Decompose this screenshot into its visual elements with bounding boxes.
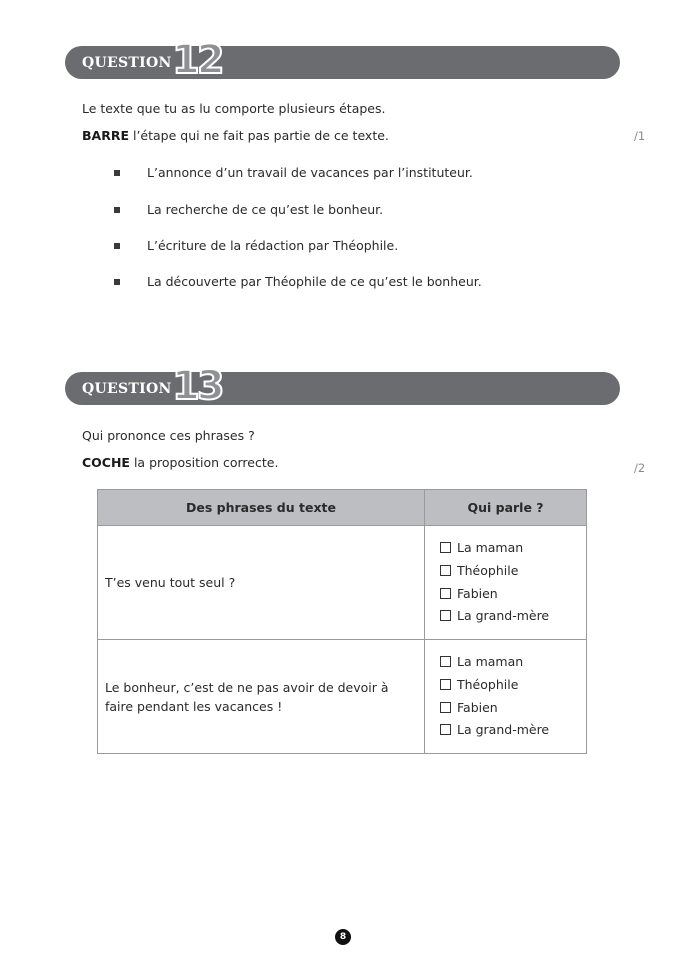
instruction-text: la proposition correcte. bbox=[129, 455, 279, 470]
bullet-square-icon bbox=[114, 207, 120, 213]
table-row bbox=[98, 640, 587, 754]
checkbox[interactable] bbox=[440, 542, 451, 553]
instruction-verb: COCHE bbox=[82, 455, 130, 470]
table-header-row bbox=[98, 490, 587, 526]
option-label: Théophile bbox=[457, 562, 519, 578]
option-label: La maman bbox=[457, 540, 524, 556]
checkbox[interactable] bbox=[440, 656, 451, 667]
checkbox[interactable] bbox=[440, 702, 451, 713]
phrase-cell: Le bonheur, c’est de ne pas avoir de devoir à faire pendant les vacances ! bbox=[98, 640, 425, 754]
checkbox[interactable] bbox=[440, 565, 451, 576]
option-label: La maman bbox=[457, 654, 524, 670]
q12-score: /1 bbox=[634, 129, 646, 143]
option[interactable] bbox=[440, 651, 586, 674]
option[interactable] bbox=[440, 605, 586, 628]
option-label: Théophile bbox=[457, 676, 519, 692]
option[interactable] bbox=[440, 697, 586, 720]
question-label: QUESTION bbox=[82, 381, 172, 397]
bullet-square-icon bbox=[114, 243, 120, 249]
answer-table bbox=[97, 489, 587, 754]
checkbox[interactable] bbox=[440, 724, 451, 735]
q13-intro: Qui prononce ces phrases ? bbox=[82, 428, 255, 443]
q12-intro: Le texte que tu as lu comporte plusieurs étapes. bbox=[82, 101, 386, 116]
option-label: La grand-mère bbox=[457, 608, 550, 624]
instruction-text: l’étape qui ne fait pas partie de ce texte. bbox=[129, 128, 389, 143]
list-item-text: L’écriture de la rédaction par Théophile. bbox=[147, 238, 399, 253]
options-cell bbox=[425, 640, 587, 754]
option[interactable] bbox=[440, 674, 586, 697]
checkbox[interactable] bbox=[440, 610, 451, 621]
question-number: 13 bbox=[172, 363, 222, 409]
column-header-phrases: Des phrases du texte bbox=[98, 490, 425, 526]
question-label: QUESTION bbox=[82, 55, 172, 71]
option[interactable] bbox=[440, 560, 586, 583]
phrase-cell: T’es venu tout seul ? bbox=[98, 526, 425, 640]
checkbox[interactable] bbox=[440, 588, 451, 599]
bullet-square-icon bbox=[114, 170, 120, 176]
options-cell bbox=[425, 526, 587, 640]
list-item-text: La découverte par Théophile de ce qu’est le bonheur. bbox=[147, 274, 482, 289]
checkbox[interactable] bbox=[440, 679, 451, 690]
question-13-header bbox=[65, 363, 620, 409]
option[interactable] bbox=[440, 537, 586, 560]
q13-instruction bbox=[82, 455, 278, 471]
option-label: Fabien bbox=[457, 699, 498, 715]
table-row bbox=[98, 526, 587, 640]
question-12-header bbox=[65, 37, 620, 83]
option[interactable] bbox=[440, 719, 586, 742]
option-label: La grand-mère bbox=[457, 722, 550, 738]
q12-instruction bbox=[82, 128, 389, 144]
column-header-speaker: Qui parle ? bbox=[425, 490, 587, 526]
option[interactable] bbox=[440, 583, 586, 606]
q13-score: /2 bbox=[634, 461, 646, 475]
question-number: 12 bbox=[172, 37, 222, 83]
option-label: Fabien bbox=[457, 585, 498, 601]
page-number: 8 bbox=[335, 929, 351, 945]
list-item-text: L’annonce d’un travail de vacances par l’instituteur. bbox=[147, 165, 473, 180]
instruction-verb: BARRE bbox=[82, 128, 129, 143]
list-item-text: La recherche de ce qu’est le bonheur. bbox=[147, 202, 384, 217]
bullet-square-icon bbox=[114, 279, 120, 285]
